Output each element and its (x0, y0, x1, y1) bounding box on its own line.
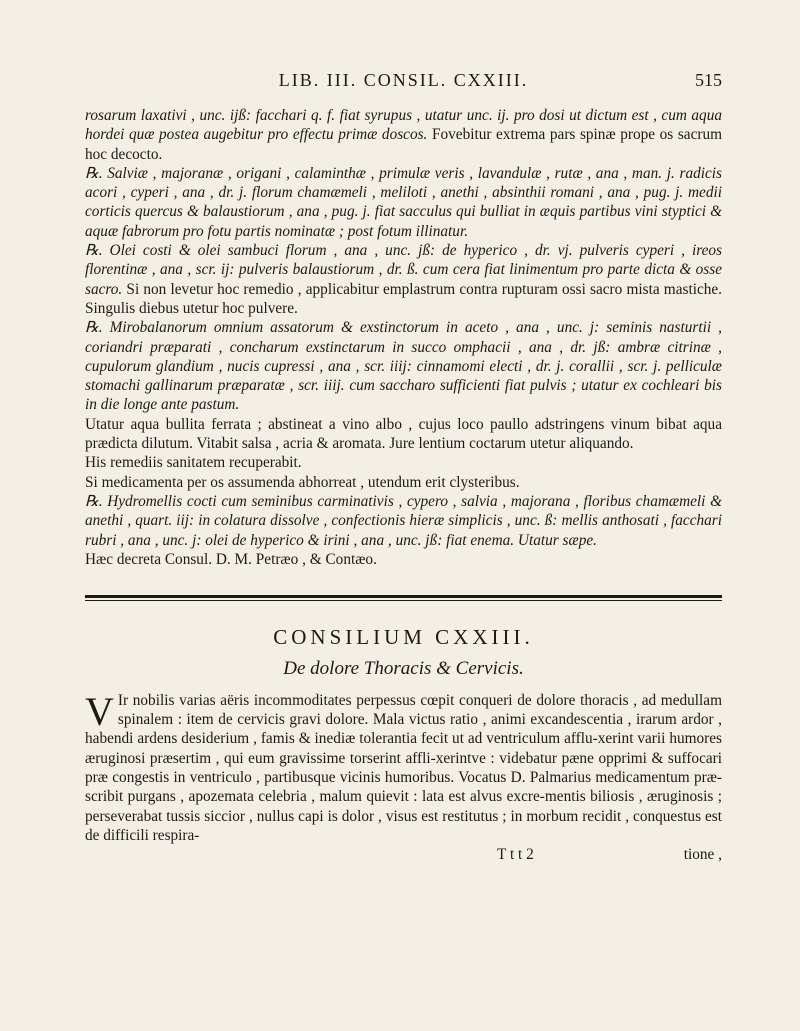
paragraph (85, 473, 722, 492)
paragraph (85, 164, 722, 241)
consilium-text: Ir nobilis varias aëris incommoditates perpessus cœpit conqueri de dolore thoracis , ad medullam spinalem : item de cervicis gravi dolore. Mala victus ratio , animi excandescentia , irarum ardor , habendi ardens desiderium , famis & inediæ tolerantia fecit ut ad ventriculum afflu-xerint varii humores æruginosi præsertim , qui eum gravissime torserint affli-xerintve : videbatur pæne opprimi & suffocari præ congestis in ventriculo , partibusque vicinis humoribus. Vocatus D. Palmarius medicamentum præ-scribit purgans , apozemata celebria , malum quievit : lata est alvus excre-mentis biliosis , æruginosis ; perseverabat tussis siccior , nullus capi is dolor , visus est restitutus ; in morbum recidit , conquestus est de difficili respira- (85, 691, 722, 844)
text-run: ℞. Hydromellis cocti cum seminibus carminativis , cypero , salvia , majorana , floribus chamæmeli & anethi , quart. iij: in colatura dissolve , confectionis hieræ simplicis , unc. ß: mellis anthosati , facchari rubri , ana , unc. j: olei de hyperico & irini , ana , unc. jß: fiat enema. Utatur sæpe. (85, 492, 722, 549)
running-head (85, 70, 722, 100)
text-run: His remediis sanitatem recuperabit. (85, 454, 302, 472)
signature-mark: T t t 2 (497, 846, 534, 864)
page-footer (85, 845, 722, 864)
consilium-heading: CONSILIUM CXXIII. (273, 625, 534, 650)
paragraph (85, 318, 722, 414)
paragraph (85, 453, 722, 472)
body-text (85, 106, 722, 864)
text-run: Si non levetur hoc remedio , applicabitur emplastrum contra rupturam ossi sacro mista mastiche. Singulis diebus utetur hoc pulvere. (85, 280, 722, 317)
paragraph (85, 415, 722, 454)
paragraph (85, 106, 722, 164)
paragraph (85, 492, 722, 550)
consilium-body (85, 688, 722, 845)
text-run: ℞. Salviæ , majoranæ , origani , calaminthæ , primulæ veris , lavandulæ , rutæ , ana , man. j. radicis acori , cyperi , ana , dr. j. florum chamæmeli , meliloti , anethi , absinthii romani , ana , pug. j. medii corticis quercus & balaustiorum , ana , pug. j. fiat sacculus qui bulliat in æquis partibus vini styptici & aquæ fabrorum pro fotu partis nominatæ ; post fotum illinatur. (85, 164, 722, 240)
catchword: tione , (683, 846, 722, 864)
drop-initial: V (85, 688, 114, 734)
text-run: Fovebitur extrema pars spinæ prope os sacrum hoc decocto. (85, 126, 722, 163)
text-run: Si medicamenta per os assumenda abhorreat , utendum erit clysteribus. (85, 473, 520, 491)
text-run: ℞. Mirobalanorum omnium assatorum & exstinctorum in aceto , ana , unc. j: seminis nasturtii , coriandri præparati , concharum exstinctarum in succo omphacii , ana , dr. jß: ambræ citrinæ , cupulorum glandium , nucis cupressi , ana , scr. iiij: cinnamomi electi , dr. j. corallii , scr. j. pelliculæ stomachi gallinarum præparatæ , scr. iiij. cum saccharo sufficienti fiat pulvis ; utatur ex cochleari bis in die longe ante pastum. (85, 319, 722, 414)
text-run: Hæc decreta Consul. D. M. Petræo , & Contæo. (85, 550, 377, 568)
paragraph (85, 241, 722, 318)
paragraphs (85, 106, 722, 569)
consilium-subtitle: De dolore Thoracis & Cervicis. (283, 658, 524, 680)
text-run: ℞. Olei costi & olei sambuci florum , ana , unc. jß: de hyperico , dr. vj. pulveris cyperi , ireos florentinæ , ana , scr. ij: pulveris balaustiorum , dr. ß. cum cera fiat linimentum pro parte dicta & osse sacro. (85, 242, 722, 298)
text-run: Utatur aqua bullita ferrata ; abstineat a vino albo , cujus loco paullo adstringens vinum bibat aqua prædicta dilutum. Vitabit salsa , acria & aromata. Jure lentium coctarum utetur aliquando. (85, 415, 722, 453)
section-divider-rule (85, 595, 722, 601)
page-number: 515 (695, 70, 722, 90)
running-head-title: LIB. III. CONSIL. CXXIII. (278, 70, 529, 90)
paragraph (85, 550, 722, 569)
text-run: rosarum laxativi , unc. ijß: facchari q. f. fiat syrupus , utatur unc. ij. pro dosi ut dictum est , cum aqua hordei quæ postea augebitur pro effectu primæ doscos. (85, 107, 722, 144)
